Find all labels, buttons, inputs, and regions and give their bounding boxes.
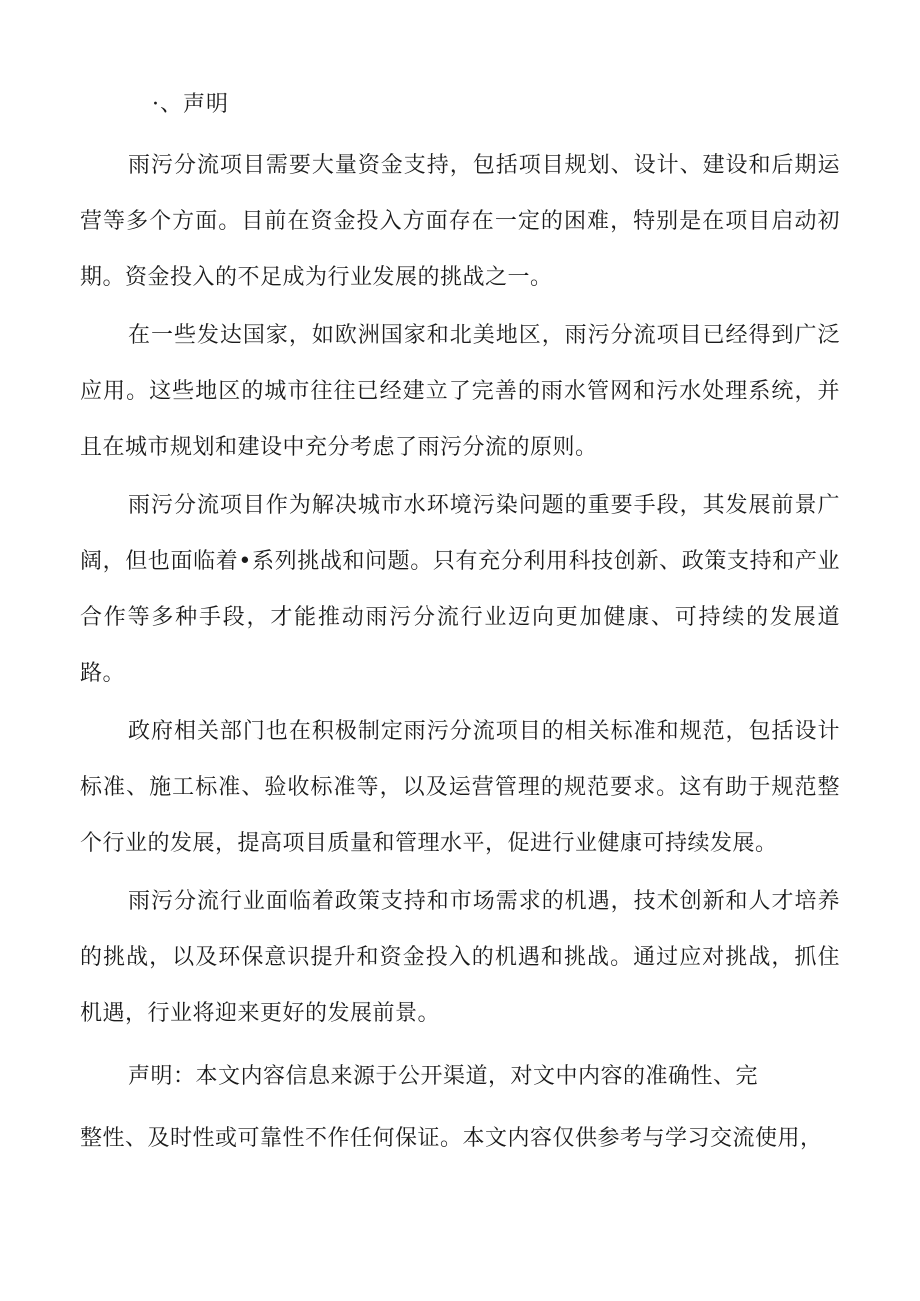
disclaimer-line-1: 声明：本文内容信息来源于公开渠道，对文中内容的准确性、完 [128, 1064, 759, 1089]
paragraph-prospects: 雨污分流项目作为解决城市水环境污染问题的重要手段，其发展前景广阔，但也面临着•系列挑战和问题。只有充分利用科技创新、政策支持和产业合作等多种手段，才能推动雨污分流行业迈向更加健康、可持续的发展道路。 [80, 493, 840, 686]
section-heading: ·、声明 [152, 92, 229, 117]
paragraph-funding: 雨污分流项目需要大量资金支持，包括项目规划、设计、建设和后期运营等多个方面。目前在资金投入方面存在一定的困难，特别是在项目启动初期。资金投入的不足成为行业发展的挑战之一。 [80, 153, 840, 290]
paragraph-opportunities: 雨污分流行业面临着政策支持和市场需求的机遇，技术创新和人才培养的挑战，以及环保意识提升和资金投入的机遇和挑战。通过应对挑战，抓住机遇，行业将迎来更好的发展前景。 [80, 889, 840, 1026]
paragraph-developed-countries: 在一些发达国家，如欧洲国家和北美地区，雨污分流项目已经得到广泛应用。这些地区的城市往往已经建立了完善的雨水管网和污水处理系统，并且在城市规划和建设中充分考虑了雨污分流的原则。 [80, 323, 840, 460]
disclaimer-line-2: 整性、及时性或可靠性不作任何保证。本文内容仅供参考与学习交流使用， [80, 1126, 823, 1151]
paragraph-standards: 政府相关部门也在积极制定雨污分流项目的相关标准和规范，包括设计标准、施工标准、验收标准等，以及运营管理的规范要求。这有助于规范整个行业的发展，提高项目质量和管理水平，促进行业健康可持续发展。 [80, 719, 840, 856]
